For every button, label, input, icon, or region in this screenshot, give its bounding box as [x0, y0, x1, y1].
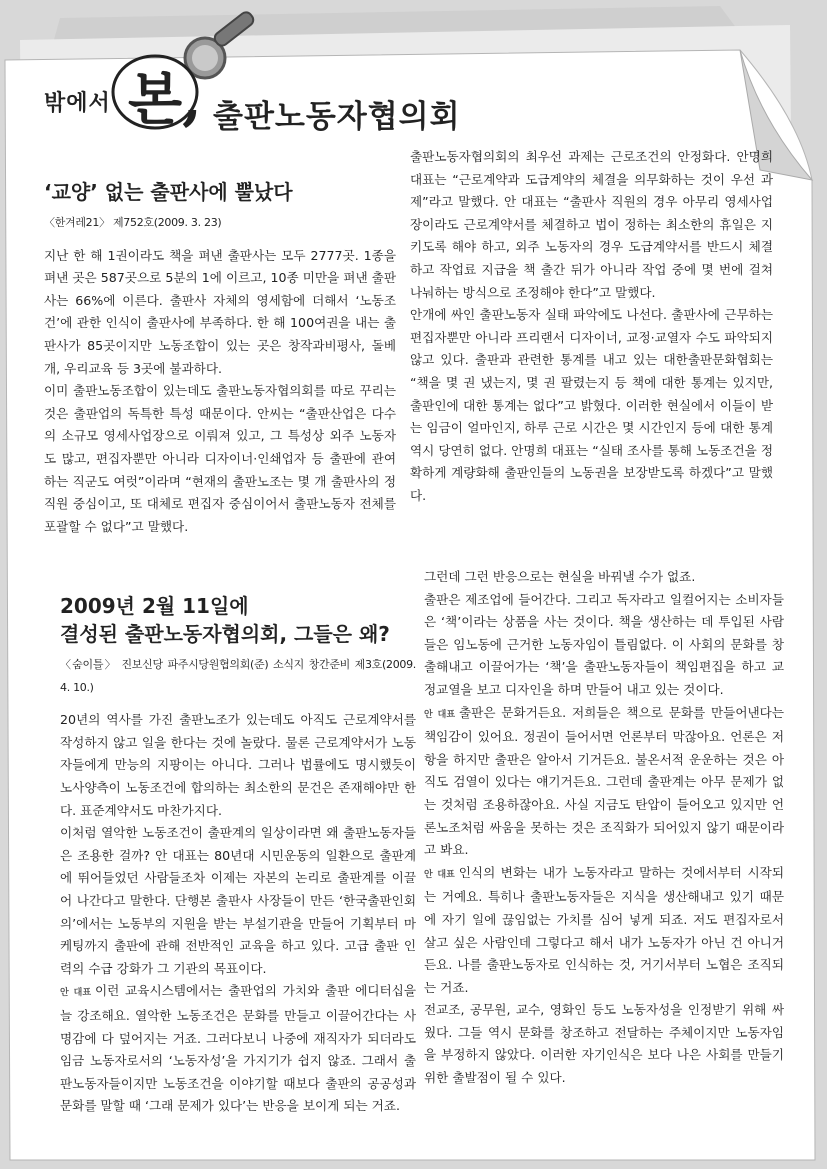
article2-quote-1-end: 그런데 그런 반응으로는 현실을 바꿔낼 수가 없죠. [424, 569, 696, 584]
article2-title-line1: 2009년 2월 11일에 [60, 594, 249, 618]
article1-paragraph-3: 출판노동자협의회의 최우선 과제는 근로조건의 안정화다. 안명희 대표는 “근로계약과 도급계약의 체결을 의무화하는 것이 우선 과제”라고 말했다. 안 대표는 “출판사 직원의 경우 아무리 영세사업장이라도 근로계약서를 체결하고 법이 정하는 최소한의 휴일은 지키도록 해야 하고, 외주 노동자의 경우 도급계약서를 반드시 체결하고 작업료 지급을 책 출간 뒤가 아니라 작업 중에 몇 번에 걸쳐 나눠하는 방식으로 조정해야 한다”고 말했다. [410, 149, 773, 300]
quote-text: 이런 교육시스템에서는 출판업의 가치와 출판 에디터십을 늘 강조해요. 열악한 노동조건은 문화를 만들고 이끌어간다는 사명감에 다 덮어지는 거죠. 그러다보니 나중에 재직자가 되더라도 임금 노동자로서의 ‘노동자성’을 가지기가 쉽지 않죠. 그래서 출판노동자들이지만 노동조건을 이야기할 때보다 출판의 공공성과 문화를 말할 때 ‘그래 문제가 있다’는 반응을 보이게 되는 거죠. [60, 983, 416, 1114]
quote-text: 출판은 문화거든요. 저희들은 책으로 문화를 만들어낸다는 책임감이 있어요. 정권이 들어서면 언론부터 막잖아요. 언론은 저항을 하지만 출판은 알아서 기거든요. 불온서적 운운하는 것은 아직도 검열이 있다는 얘기거든요. 그런데 출판계는 아무 문제가 없는 것처럼 조용하잖아요. 사실 지금도 탄압이 들어오고 있지만 언론노조처럼 싸움을 못하는 것은 조직화가 되어있지 않기 때문이라고 봐요. [424, 704, 784, 858]
speaker-tag: 안 대표 [60, 988, 92, 999]
article1-title: ‘교양’ 없는 출판사에 뿔났다 [44, 180, 293, 204]
article1-source: 〈한겨레21〉 제752호(2009. 3. 23) [44, 216, 222, 229]
article2-paragraph-2: 이처럼 열악한 노동조건이 출판계의 일상이라면 왜 출판노동자들은 조용한 걸까? 안 대표는 80년대 시민운동의 일환으로 출판계에 뛰어들었던 사람들조차 이제는 자본의 논리로 출판계를 이끌어 나간다고 말한다. 단행본 출판사 사장들이 만든 ‘한국출판인회의’에서는 노동부의 지원을 받는 부설기관을 만들어 기획부터 마케팅까지 출판에 관해 전반적인 교육을 하고 있다. 고급 출판 인력의 수급 강화가 그 기관의 목표이다. [60, 825, 416, 976]
quote-text: 인식의 변화는 내가 노동자라고 말하는 것에서부터 시작되는 거예요. 특히나 출판노동자들은 지식을 생산해내고 있기 때문에 자기 일에 끊임없는 가치를 심어 넣게 되죠. 저도 편집자로서 살고 싶은 사람인데 그렇다고 해서 내가 노동자가 아닌 건 아니거든요. 나를 출판노동자로 인식하는 것, 거기서부터 노협은 조직되는 거죠. [424, 864, 784, 995]
page-title: 출판노동자협의회 [213, 99, 461, 135]
speaker-tag: 안 대표 [424, 709, 456, 720]
header-emphasis: 본, [128, 67, 202, 133]
header-prefix: 밖에서 [44, 91, 111, 116]
article1-left-column [44, 178, 396, 538]
article2-paragraph-4: 전교조, 공무원, 교수, 영화인 등도 노동자성을 인정받기 위해 싸웠다. 그들 역시 문화를 창조하고 전달하는 주체이지만 노동자임을 부정하지 않았다. 이러한 자기인식은 보다 나은 사회를 만들기 위한 출발점이 될 수 있다. [424, 1002, 784, 1086]
article2-title-line2: 결성된 출판노동자협의회, 그들은 왜? [60, 622, 390, 646]
article2-quote-2 [424, 702, 784, 862]
article2-source: 〈숨이틀〉 진보신당 파주시당원협의회(준) 소식지 창간준비 제3호(2009. 4. 10.) [60, 658, 416, 694]
article2-quote-1 [60, 980, 416, 1118]
article1-paragraph-1: 지난 한 해 1권이라도 책을 펴낸 출판사는 모두 2777곳. 1종을 펴낸 곳은 587곳으로 5분의 1에 이르고, 10종 미만을 펴낸 출판사는 66%에 이른다. 출판사 자체의 영세함에 더해서 ‘노동조건’에 관한 인식이 출판사에 부족하다. 한 해 100여권을 내는 출판사가 85곳이지만 노동조합이 있는 곳은 창작과비평사, 돌베개, 우리교육 등 3곳에 불과하다. [44, 247, 396, 376]
article2-right-column [424, 566, 784, 1090]
article2-paragraph-1: 20년의 역사를 가진 출판노조가 있는데도 아직도 근로계약서를 작성하지 않고 일을 한다는 것에 놀랐다. 물론 근로계약서가 노동자들에게 만능의 지팡이는 아니다. 그러나 법률에도 명시했듯이 노사양측이 노동조건에 합의하는 최소한의 문건은 존재해야만 한다. 표준계약서도 마찬가지다. [60, 712, 416, 818]
speaker-tag: 안 대표 [424, 869, 455, 880]
article1-paragraph-2: 이미 출판노동조합이 있는데도 출판노동자협의회를 따로 꾸리는 것은 출판업의 독특한 특성 때문이다. 안씨는 “출판산업은 다수의 소규모 영세사업장으로 이뤄져 있고, 그 특성상 외주 노동자도 많고, 편집자뿐만 아니라 디자이너·인쇄업자 등 출판에 관여하는 직군도 여럿”이라며 “현재의 출판노조는 몇 개 출판사의 정직원 중심이고, 또 대체로 편집자 중심이어서 출판노동자 전체를 포괄할 수 없다”고 말했다. [44, 383, 396, 534]
article2-quote-3 [424, 862, 784, 1000]
article1-paragraph-4: 안개에 싸인 출판노동자 실태 파악에도 나선다. 출판사에 근무하는 편집자뿐만 아니라 프리랜서 디자이너, 교정·교열자 수도 파악되지 않고 있다. 출판과 관련한 통계를 내고 있는 대한출판문화협회는 “책을 몇 권 냈는지, 몇 권 팔렸는지 등 책에 대한 통계는 있지만, 출판인에 대한 통계는 없다”고 밝혔다. 이러한 현실에서 이들이 받는 임금이 얼마인지, 하루 근로 시간은 몇 시간인지 등에 대한 통계 역시 당연히 없다. 안명희 대표는 “실태 조사를 통해 노동조건을 정확하게 계량화해 출판인들의 노동권을 보장받도록 하겠다”고 말했다. [410, 307, 773, 503]
article1-right-column [410, 146, 773, 508]
article2-left-column [60, 592, 416, 1118]
article2-paragraph-3: 출판은 제조업에 들어간다. 그리고 독자라고 일컬어지는 소비자들은 ‘책’이라는 상품을 사는 것이다. 책을 생산하는 데 투입된 사람들은 임노동에 근거한 노동자임이 틀림없다. 이 사회의 문화를 창출해내고 이끌어가는 ‘책’을 출판노동자들이 책임편집을 하고 교정교열을 보고 디자인을 하며 만들어 내고 있는 것이다. [424, 591, 784, 697]
